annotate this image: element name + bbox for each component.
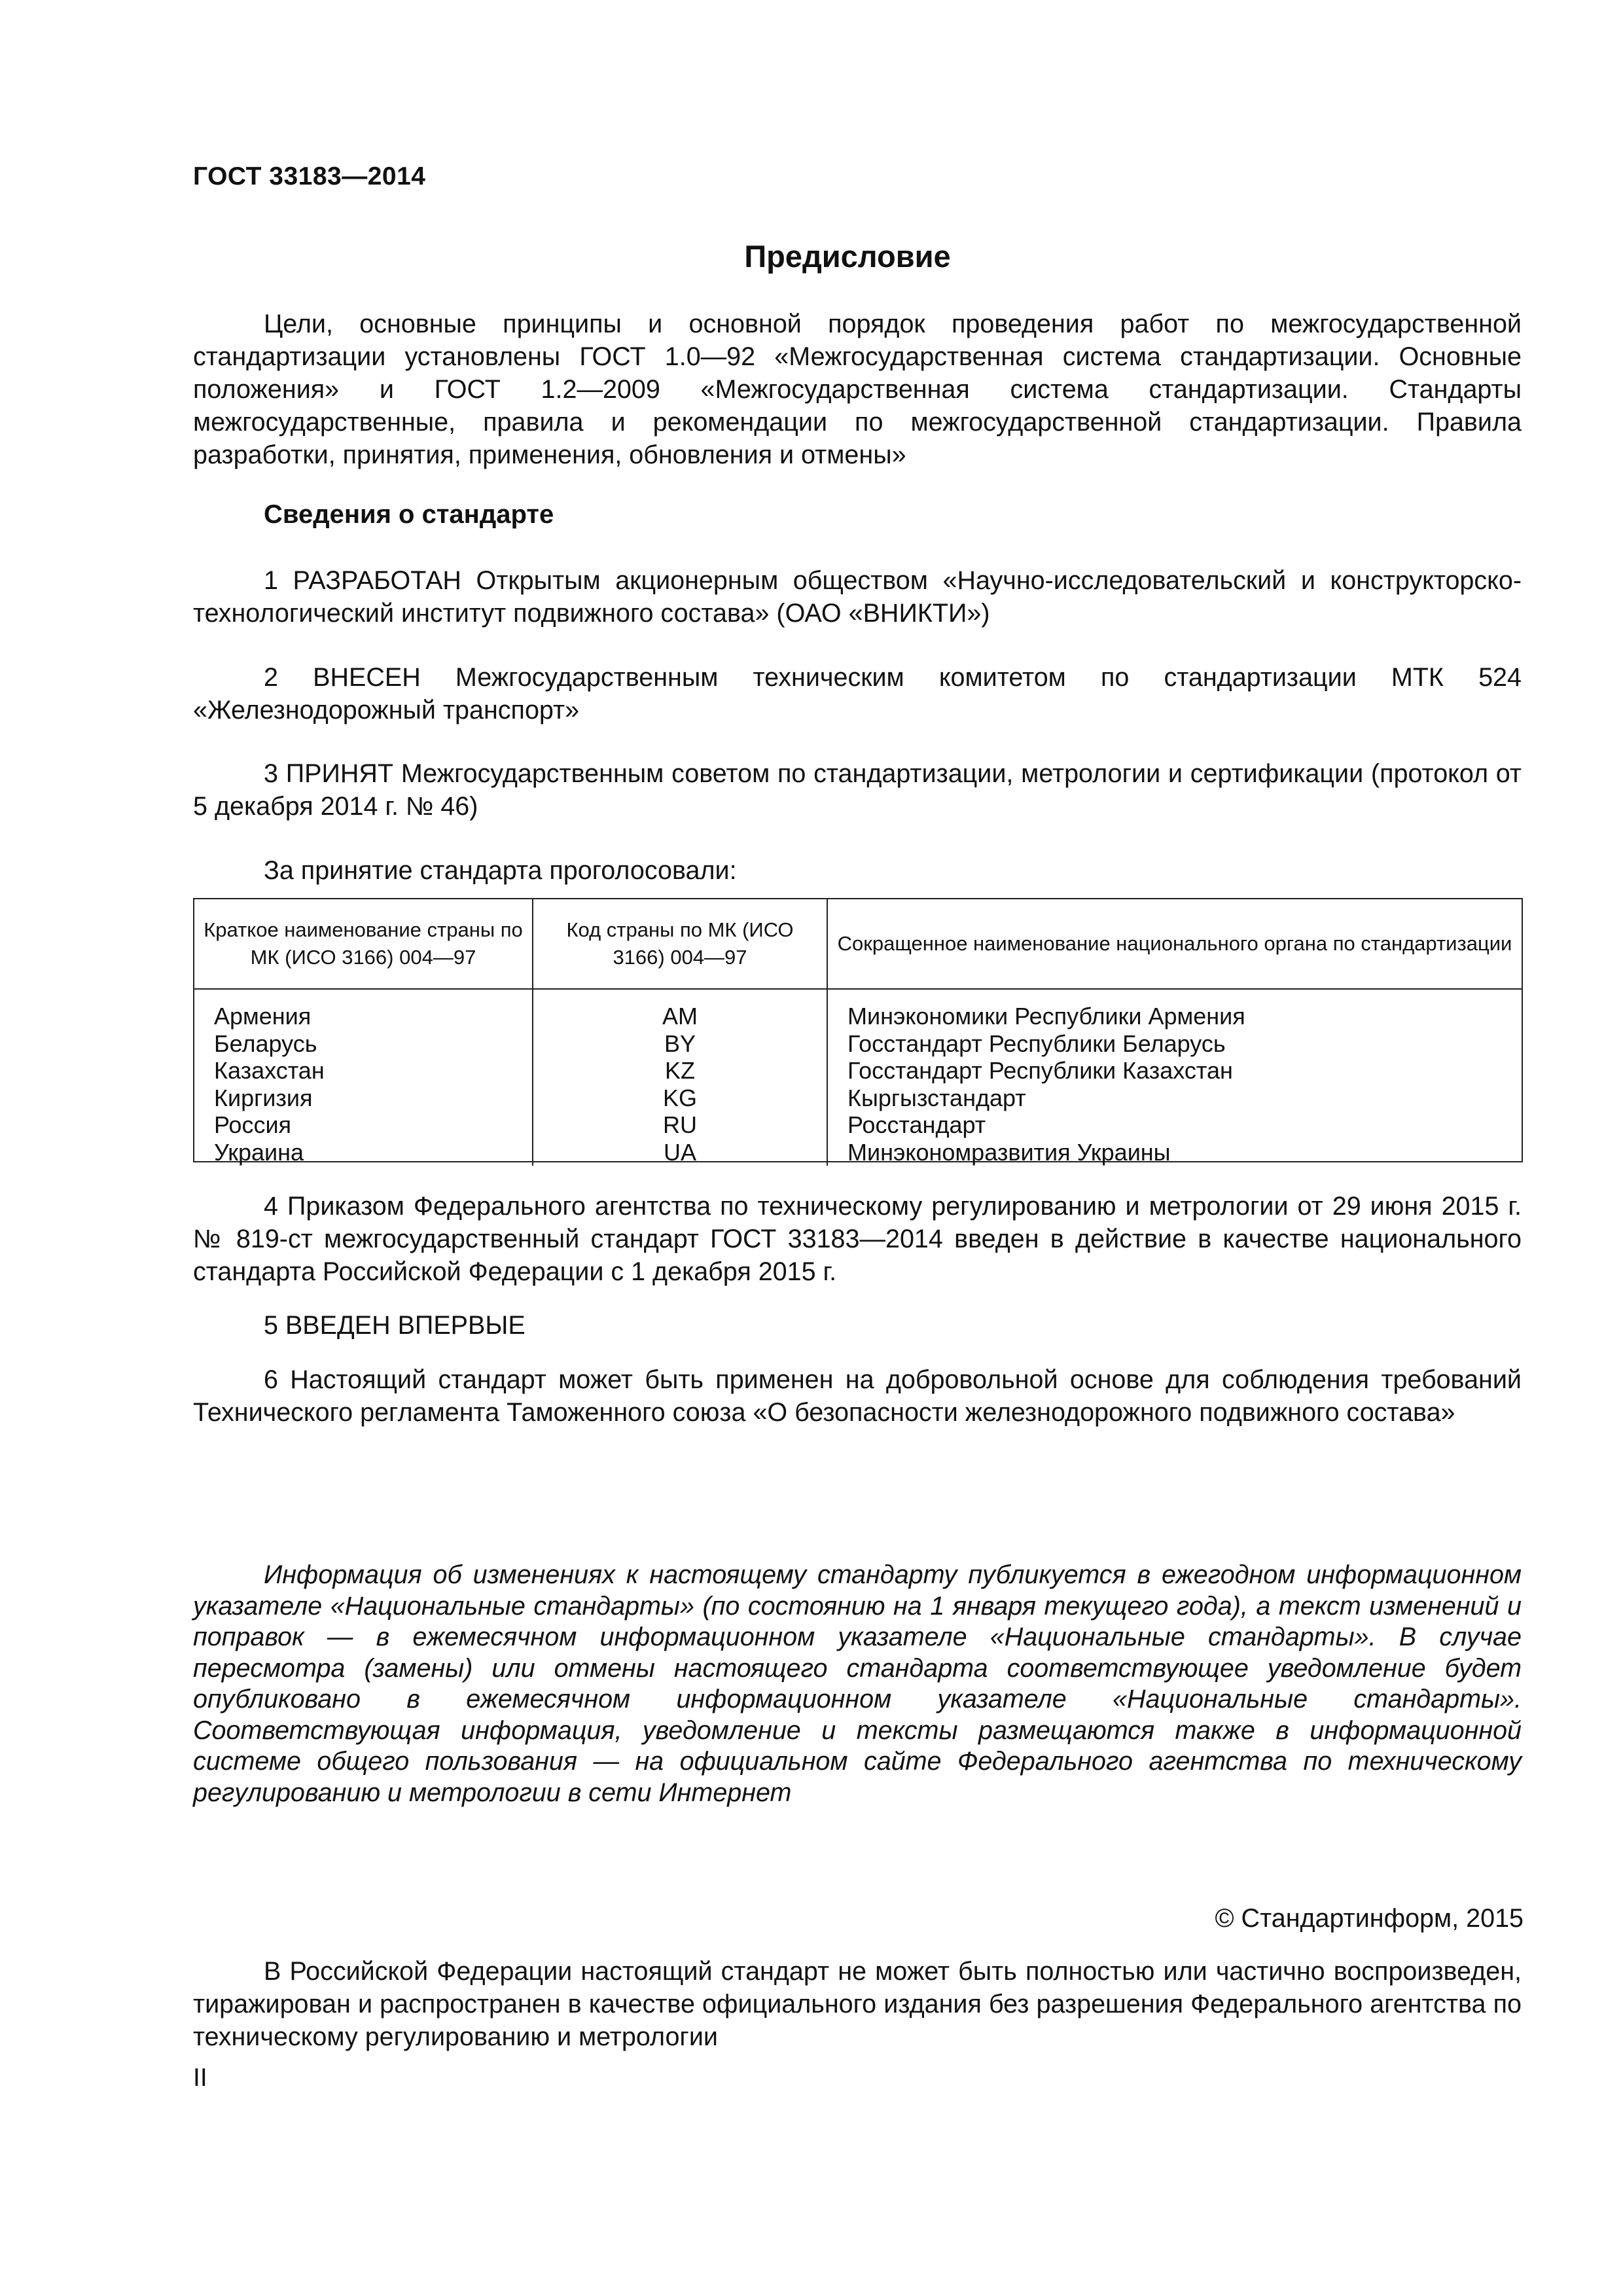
page-number: II — [193, 2064, 207, 2092]
header-national-body: Сокращенное наименование национального органа по стандартизации — [827, 899, 1522, 989]
table-header-row — [194, 899, 1522, 989]
item-developed-by: 1 РАЗРАБОТАН Открытым акционерным обществом «Научно-исследовательский и конструкторско-технологический институт подвижного состава» (ОАО «ВНИКТИ») — [193, 566, 1522, 628]
country-name-cell: Украина — [214, 1138, 304, 1166]
national-body-cell: Минэкономики Республики Армения — [847, 1003, 1245, 1030]
country-code-cell: RU — [663, 1111, 697, 1138]
country-name-cell: Армения — [214, 1003, 312, 1030]
country-name-cell: Казахстан — [214, 1057, 325, 1084]
country-code-cell: BY — [664, 1030, 696, 1057]
voted-intro: За принятие стандарта проголосовали: — [264, 856, 737, 885]
standard-info-subheading: Сведения о стандарте — [264, 500, 554, 529]
national-body-cell: Росстандарт — [847, 1111, 986, 1138]
country-name-cell: Беларусь — [214, 1030, 317, 1057]
header-country-name: Краткое наименование страны по МК (ИСО 3166) 004—97 — [194, 899, 533, 989]
national-body-cell: Кыргызстандарт — [847, 1084, 1026, 1111]
item-order: 4 Приказом Федерального агентства по техническому регулированию и метрологии от 29 июня 2015 г. № 819-ст межгосударственный стандарт ГОСТ 33183—2014 введен в действие в качестве национального стандарта Российской Федерации с 1 декабря 2015 г. — [193, 1192, 1522, 1286]
country-name-column — [194, 989, 533, 1166]
item-voluntary-application: 6 Настоящий стандарт может быть применен на добровольной основе для соблюдения требований Технического регламента Таможенного союза «О безопасности железнодорожного подвижного состава» — [193, 1365, 1522, 1427]
item-adopted-by: 3 ПРИНЯТ Межгосударственным советом по стандартизации, метрологии и сертификации (протокол от 5 декабря 2014 г. № 46) — [193, 759, 1522, 821]
foreword-title: Предисловие — [744, 239, 951, 274]
country-code-cell: AM — [662, 1003, 698, 1030]
country-code-cell: UA — [663, 1138, 696, 1166]
item-submitted-by: 2 ВНЕСЕН Межгосударственным техническим комитетом по стандартизации МТК 524 «Железнодорожный транспорт» — [193, 663, 1522, 725]
item-introduced-first: 5 ВВЕДЕН ВПЕРВЫЕ — [264, 1311, 526, 1340]
member-states-table — [193, 898, 1523, 1166]
country-code-cell: KZ — [664, 1057, 695, 1084]
table-body-row — [194, 989, 1522, 1166]
changes-notice: Информация об изменениях к настоящему стандарту публикуется в ежегодном информационном указателе «Национальные стандарты» (по состоянию на 1 января текущего года), а текст изменений и поправок — в ежемесячном информационном указателе «Национальные стандарты». В случае пересмотра (замены) или отмены настоящего стандарта соответствующее уведомление будет опубликовано в ежемесячном информационном указателе «Национальные стандарты». Соответствующая информация, уведомление и тексты размещаются также в информационной системе общего пользования — на официальном сайте Федерального агентства по техническому регулированию и метрологии в сети Интернет — [193, 1560, 1522, 1807]
copyright-notice: © Стандартинформ, 2015 — [1215, 1904, 1524, 1933]
header-country-code: Код страны по МК (ИСО 3166) 004—97 — [533, 899, 827, 989]
national-body-column — [827, 989, 1522, 1166]
national-body-cell: Минэкономразвития Украины — [847, 1138, 1171, 1166]
foreword-intro-paragraph: Цели, основные принципы и основной порядок проведения работ по межгосударственной стандартизации установлены ГОСТ 1.0—92 «Межгосударственная система стандартизации. Основные положения» и ГОСТ 1.2—2009 «Межгосударственная система стандартизации. Стандарты межгосударственные, правила и рекомендации по межгосударственной стандартизации. Правила разработки, принятия, применения, обновления и отмены» — [193, 310, 1522, 469]
country-name-cell: Россия — [214, 1111, 292, 1138]
national-body-cell: Госстандарт Республики Казахстан — [847, 1057, 1233, 1084]
reproduction-restriction: В Российской Федерации настоящий стандарт не может быть полностью или частично воспроизведен, тиражирован и распространен в качестве официального издания без разрешения Федерального агентства по техническому регулированию и метрологии — [193, 1957, 1522, 2051]
standard-code: ГОСТ 33183—2014 — [193, 162, 426, 190]
country-code-cell: KG — [662, 1084, 697, 1111]
country-name-cell: Киргизия — [214, 1084, 313, 1111]
country-code-column — [533, 989, 827, 1166]
national-body-cell: Госстандарт Республики Беларусь — [847, 1030, 1226, 1057]
